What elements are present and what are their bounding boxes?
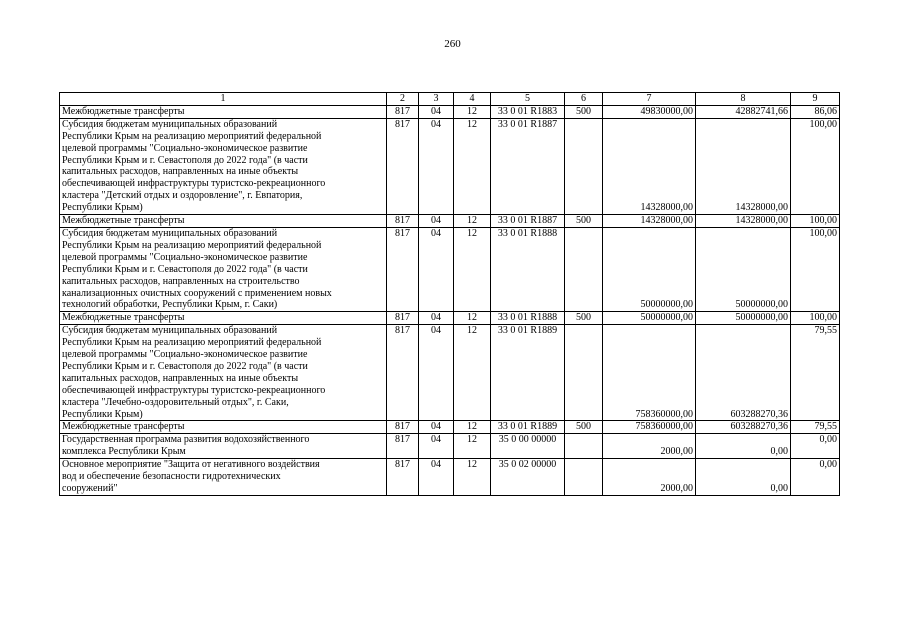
table-cell: 33 0 01 R1883: [491, 105, 565, 118]
table-cell: 50000000,00: [603, 227, 696, 311]
table-cell: 817: [387, 459, 419, 496]
table-cell: [565, 325, 603, 421]
table-cell: 04: [419, 215, 454, 228]
table-cell: 0,00: [791, 434, 840, 459]
table-cell: 500: [565, 215, 603, 228]
table-cell: 100,00: [791, 227, 840, 311]
table-cell: 04: [419, 118, 454, 214]
table-cell: 817: [387, 325, 419, 421]
table-cell: Межбюджетные трансферты: [60, 312, 387, 325]
table-cell: 14328000,00: [603, 118, 696, 214]
table-cell: 04: [419, 459, 454, 496]
table-cell: Субсидия бюджетам муниципальных образований Республики Крым на реализацию мероприятий федеральной целевой программы "Социально-экономическое развитие Республики Крым и г. Севастополя до 2022 года" (в части капитальных расходов, направленных на иные объекты обеспечивающей инфраструктуры туристско-рекреационного кластера "Лечебно-оздоровительный отдых", г. Саки, Республики Крым): [60, 325, 387, 421]
table-cell: Межбюджетные трансферты: [60, 215, 387, 228]
table-cell: 04: [419, 434, 454, 459]
table-cell: 758360000,00: [603, 421, 696, 434]
table-cell: 817: [387, 421, 419, 434]
table-cell: [565, 434, 603, 459]
table-row: [60, 227, 840, 311]
table-cell: 2000,00: [603, 434, 696, 459]
table-row: [60, 118, 840, 214]
table-cell: [565, 459, 603, 496]
table-cell: 2000,00: [603, 459, 696, 496]
table-cell: 12: [454, 434, 491, 459]
table-cell: 500: [565, 312, 603, 325]
table-cell: 49830000,00: [603, 105, 696, 118]
table-cell: 817: [387, 434, 419, 459]
table-cell: 12: [454, 215, 491, 228]
table-cell: 35 0 02 00000: [491, 459, 565, 496]
table-cell: 12: [454, 421, 491, 434]
table-cell: 14328000,00: [603, 215, 696, 228]
table-cell: 50000000,00: [603, 312, 696, 325]
column-number-cell: 7: [603, 93, 696, 106]
table-cell: 0,00: [696, 459, 791, 496]
table-cell: 33 0 01 R1887: [491, 215, 565, 228]
table-cell: 817: [387, 227, 419, 311]
table-cell: 79,55: [791, 421, 840, 434]
table-cell: 14328000,00: [696, 118, 791, 214]
table-row: [60, 105, 840, 118]
table-cell: 603288270,36: [696, 421, 791, 434]
table-cell: 758360000,00: [603, 325, 696, 421]
column-number-cell: 3: [419, 93, 454, 106]
table-cell: Межбюджетные трансферты: [60, 105, 387, 118]
column-number-cell: 6: [565, 93, 603, 106]
table-cell: Субсидия бюджетам муниципальных образований Республики Крым на реализацию мероприятий федеральной целевой программы "Социально-экономическое развитие Республики Крым и г. Севастополя до 2022 года" (в части капитальных расходов, направленных на строительство канализационных очистных сооружений с применением новых технологий обработки, Республики Крым, г. Саки): [60, 227, 387, 311]
table-row: [60, 459, 840, 496]
table-cell: 04: [419, 105, 454, 118]
table-cell: 100,00: [791, 312, 840, 325]
table-cell: 12: [454, 105, 491, 118]
table-cell: 04: [419, 421, 454, 434]
table-row: [60, 215, 840, 228]
table-cell: 0,00: [791, 459, 840, 496]
table-cell: 12: [454, 227, 491, 311]
table-cell: 12: [454, 459, 491, 496]
column-number-cell: 4: [454, 93, 491, 106]
table-cell: 817: [387, 118, 419, 214]
table-cell: 500: [565, 105, 603, 118]
table-cell: 04: [419, 325, 454, 421]
table-cell: 100,00: [791, 215, 840, 228]
table-cell: 33 0 01 R1887: [491, 118, 565, 214]
table-cell: Государственная программа развития водохозяйственного комплекса Республики Крым: [60, 434, 387, 459]
table-header-row: [60, 93, 840, 106]
table-cell: 817: [387, 312, 419, 325]
budget-table: [59, 92, 840, 496]
table-cell: 33 0 01 R1888: [491, 227, 565, 311]
table-cell: 100,00: [791, 118, 840, 214]
table-cell: 35 0 00 00000: [491, 434, 565, 459]
column-number-cell: 1: [60, 93, 387, 106]
column-number-cell: 9: [791, 93, 840, 106]
table-cell: Межбюджетные трансферты: [60, 421, 387, 434]
table-cell: 79,55: [791, 325, 840, 421]
column-number-cell: 2: [387, 93, 419, 106]
table-cell: 603288270,36: [696, 325, 791, 421]
table-cell: 12: [454, 118, 491, 214]
table-cell: [565, 227, 603, 311]
table-row: [60, 434, 840, 459]
table-cell: 33 0 01 R1889: [491, 325, 565, 421]
table-cell: 12: [454, 312, 491, 325]
table-cell: 817: [387, 105, 419, 118]
column-number-cell: 5: [491, 93, 565, 106]
table-cell: 817: [387, 215, 419, 228]
table-cell: 50000000,00: [696, 227, 791, 311]
column-number-cell: 8: [696, 93, 791, 106]
table-cell: Основное мероприятие "Защита от негативного воздействия вод и обеспечение безопасности гидротехнических сооружений": [60, 459, 387, 496]
table-row: [60, 325, 840, 421]
table-cell: Субсидия бюджетам муниципальных образований Республики Крым на реализацию мероприятий федеральной целевой программы "Социально-экономическое развитие Республики Крым и г. Севастополя до 2022 года" (в части капитальных расходов, направленных на иные объекты обеспечивающей инфраструктуры туристско-рекреационного кластера "Детский отдых и оздоровление", г. Евпатория, Республики Крым): [60, 118, 387, 214]
table-cell: 0,00: [696, 434, 791, 459]
table-cell: 04: [419, 227, 454, 311]
table-row: [60, 421, 840, 434]
table-cell: 14328000,00: [696, 215, 791, 228]
table-cell: 50000000,00: [696, 312, 791, 325]
table-cell: 42882741,66: [696, 105, 791, 118]
page-number: 260: [444, 38, 461, 50]
table-cell: 33 0 01 R1889: [491, 421, 565, 434]
table-cell: [565, 118, 603, 214]
table-cell: 86,06: [791, 105, 840, 118]
table-cell: 12: [454, 325, 491, 421]
table-row: [60, 312, 840, 325]
table-cell: 500: [565, 421, 603, 434]
table-cell: 04: [419, 312, 454, 325]
table-cell: 33 0 01 R1888: [491, 312, 565, 325]
